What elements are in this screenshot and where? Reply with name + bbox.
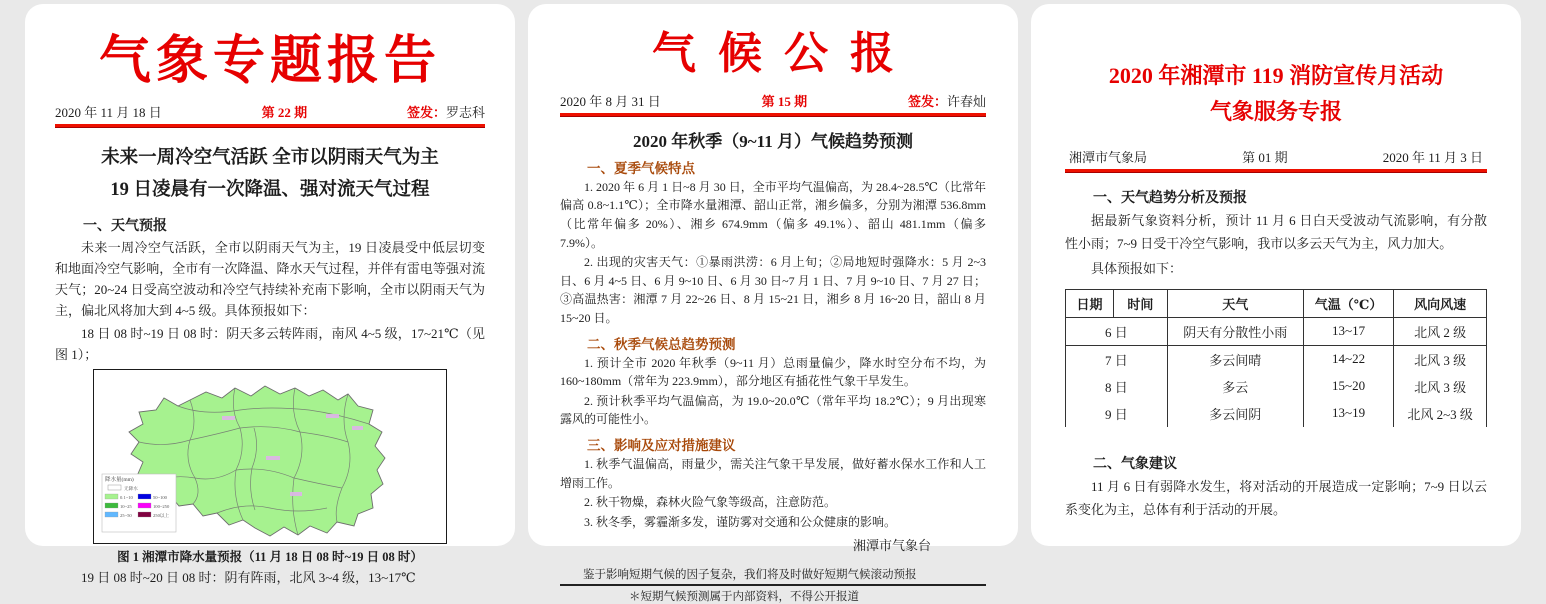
doc2-s1-paragraph-1: 1. 2020 年 6 月 1 日~8 月 30 日，全市平均气温偏高，为 28.4~28.5℃（比常年偏高 0.8~1.1℃）；全市降水量湘潭、韶山正常，湘乡偏多，分别为湘潭 536.8mm（比常年偏多 20%）、湘乡 674.9mm（偏多 49.1%）、韶山 481.1mm（偏多 7.9%）。 xyxy=(560,179,986,250)
cell-wind: 北风 3 级 xyxy=(1394,373,1487,400)
doc1-signer xyxy=(407,102,485,121)
doc2-s3-paragraph-1: 1. 秋季气温偏高，雨量少，需关注气象干旱发展，做好蓄水保水工作和人工增雨工作。 xyxy=(560,456,986,490)
cell-wind: 北风 2~3 级 xyxy=(1394,400,1487,427)
cell-date: 9 日 xyxy=(1066,400,1168,427)
doc2-s2-paragraph-2: 2. 预计秋季平均气温偏高，为 19.0~20.0℃（常年平均 18.2℃）；9 月出现寒露风的可能性小。 xyxy=(560,393,986,427)
col-header-weather: 天气 xyxy=(1167,289,1303,317)
doc1-date: 2020 年 11 月 18 日 xyxy=(55,104,162,120)
cell-temp: 15~20 xyxy=(1303,373,1393,400)
doc3-red-divider xyxy=(1065,169,1487,173)
doc1-sign-label: 签发： xyxy=(406,104,446,120)
doc2-sign-name: 许春灿 xyxy=(946,93,986,109)
doc2-s1-paragraph-2: 2. 出现的灾害天气：①暴雨洪涝：6 月上旬；②局地短时强降水：5 月 2~3 日、6 月 4~5 日、6 月 9~10 日、6 月 30 日~7 月 1 日、7 月 9~10 日、7 月 27 日；③高温热害：湘潭 7 月 22~26 日、8 月 15~21 日，湘乡 8 月 16~20 日，韶山 8 月 15~20 日。 xyxy=(560,255,986,325)
doc2-section1-title: 一、夏季气候特点 xyxy=(587,160,695,176)
col-header-time: 时间 xyxy=(1114,289,1168,317)
cell-temp: 13~19 xyxy=(1303,400,1393,427)
legend-swatch-1 xyxy=(105,494,118,499)
doc3-forecast-table xyxy=(1065,289,1487,427)
doc2-footer-line2: ＊短期气候预测属于内部资料，不得公开报道 xyxy=(629,591,859,604)
legend-label-0: 无降水 xyxy=(124,485,138,491)
doc2-footer xyxy=(560,566,986,604)
col-header-temp: 气温（℃） xyxy=(1303,289,1393,317)
legend-label-5: 100~250 xyxy=(153,503,170,509)
legend-swatch-0 xyxy=(108,485,121,490)
legend-label-6: 250以上 xyxy=(153,512,170,518)
legend-swatch-6 xyxy=(138,512,151,517)
precipitation-map xyxy=(94,370,443,538)
doc1-masthead-title: 气象专题报告 xyxy=(98,33,441,90)
doc2-masthead-title: 气候公报 xyxy=(652,29,916,78)
legend-swatch-3 xyxy=(105,512,118,517)
doc3-paragraph-lead-in: 具体预报如下： xyxy=(1091,261,1183,277)
cell-wind: 北风 2 级 xyxy=(1394,317,1487,345)
cell-temp: 14~22 xyxy=(1303,345,1393,373)
col-header-date: 日期 xyxy=(1066,289,1114,317)
cell-temp: 13~17 xyxy=(1303,317,1393,345)
doc3-date: 2020 年 11 月 3 日 xyxy=(1382,149,1483,165)
cell-weather: 多云 xyxy=(1167,373,1303,400)
map-legend-title: 降水量(mm) xyxy=(105,476,134,483)
doc2-issue-number: 第 15 期 xyxy=(761,93,808,109)
legend-label-1: 0.1~10 xyxy=(120,494,133,500)
doc3-issue-number: 第 01 期 xyxy=(1242,149,1288,165)
doc2-section2-title: 二、秋季气候总趋势预测 xyxy=(587,336,736,352)
doc1-sign-name: 罗志科 xyxy=(445,104,485,120)
cell-weather: 多云间晴 xyxy=(1167,345,1303,373)
table-row xyxy=(1066,317,1487,345)
doc2-footer-divider xyxy=(560,584,986,586)
table-row xyxy=(1066,345,1487,373)
table-row xyxy=(1066,373,1487,400)
doc2-headline: 2020 年秋季（9~11 月）气候趋势预测 xyxy=(633,131,913,151)
cell-date: 6 日 xyxy=(1066,317,1168,345)
doc2-red-divider xyxy=(560,113,986,117)
doc3-section1-title: 一、天气趋势分析及预报 xyxy=(1093,190,1247,206)
doc1-meta-row xyxy=(55,102,485,121)
doc3-title-line2: 气象服务专报 xyxy=(1209,99,1342,125)
doc3-meta-row xyxy=(1065,147,1487,166)
doc2-meta-row xyxy=(560,91,986,110)
doc1-paragraph-forecast: 未来一周冷空气活跃，全市以阴雨天气为主，19 日凌晨受中低层切变和地面冷空气影响，全市有一次降温、降水天气过程，并伴有雷电等强对流天气；20~24 日受高空波动和冷空气持续补充南下影响，全市以阴雨天气为主，偏北风将加大到 4~5 级。具体预报如下： xyxy=(55,239,485,318)
cell-date: 7 日 xyxy=(1066,345,1168,373)
doc-weather-special-report xyxy=(25,4,515,585)
doc1-headline xyxy=(55,142,485,207)
legend-swatch-5 xyxy=(138,503,151,508)
table-row xyxy=(1066,400,1487,427)
doc1-figure-box xyxy=(93,369,447,544)
cell-weather: 阴天有分散性小雨 xyxy=(1167,317,1303,345)
cell-date: 8 日 xyxy=(1066,373,1168,400)
doc1-section1-title: 一、天气预报 xyxy=(83,218,167,234)
doc-climate-bulletin xyxy=(528,4,1018,604)
doc1-issue-number: 第 22 期 xyxy=(261,104,308,120)
doc2-signer xyxy=(908,91,986,110)
doc3-title xyxy=(1065,58,1487,131)
legend-swatch-4 xyxy=(138,494,151,499)
doc1-paragraph-day2: 19 日 08 时~20 日 08 时：阴有阵雨，北风 3~4 级，13~17℃ xyxy=(81,569,416,585)
doc2-s3-paragraph-3: 3. 秋冬季，雾霾渐多发，谨防雾对交通和公众健康的影响。 xyxy=(584,514,897,529)
doc3-section2-title: 二、气象建议 xyxy=(1093,456,1177,472)
doc1-headline-line2: 19 日凌晨有一次降温、强对流天气过程 xyxy=(110,180,430,201)
col-header-wind: 风向风速 xyxy=(1394,289,1487,317)
doc3-paragraph-analysis: 据最新气象资料分析，预计 11 月 6 日白天受波动气流影响，有分散性小雨；7~9 日受干冷空气影响，我市以多云天气为主，风力加大。 xyxy=(1065,212,1487,251)
doc1-headline-line1: 未来一周冷空气活跃 全市以阴雨天气为主 xyxy=(101,147,439,168)
legend-swatch-2 xyxy=(105,503,118,508)
doc2-date: 2020 年 8 月 31 日 xyxy=(560,93,661,109)
map-legend xyxy=(102,474,176,532)
doc3-org: 湘潭市气象局 xyxy=(1069,149,1148,165)
legend-label-3: 25~50 xyxy=(120,512,132,518)
doc2-sign-label: 签发： xyxy=(907,93,947,109)
legend-label-2: 10~25 xyxy=(120,503,132,509)
doc2-s3-paragraph-2: 2. 秋干物燥，森林火险气象等级高，注意防范。 xyxy=(584,495,837,510)
legend-label-4: 50~100 xyxy=(153,494,167,500)
doc1-figure-caption: 图 1 湘潭市降水量预报（11 月 18 日 08 时~19 日 08 时） xyxy=(117,549,423,564)
cell-weather: 多云间阴 xyxy=(1167,400,1303,427)
doc1-red-divider xyxy=(55,124,485,128)
doc2-section3-title: 三、影响及应对措施建议 xyxy=(587,437,736,453)
doc3-paragraph-advice: 11 月 6 日有弱降水发生，将对活动的开展造成一定影响；7~9 日以云系变化为主，总体有利于活动的开展。 xyxy=(1065,478,1487,518)
cell-wind: 北风 3 级 xyxy=(1394,345,1487,373)
doc-fire-awareness-bulletin xyxy=(1031,4,1521,546)
doc2-signature: 湘潭市气象台 xyxy=(852,538,931,554)
doc1-paragraph-day1: 18 日 08 时~19 日 08 时：阴天多云转阵雨，南风 4~5 级，17~21℃（见图 1）； xyxy=(55,325,485,362)
doc2-s2-paragraph-1: 1. 预计全市 2020 年秋季（9~11 月）总雨量偏少，降水时空分布不均，为 160~180mm（常年为 223.9mm），部分地区有插花性气象干旱发生。 xyxy=(560,355,986,389)
doc2-footer-line1: 鉴于影响短期气候的因子复杂，我们将及时做好短期气候滚动预报 xyxy=(583,569,917,582)
doc3-title-line1: 2020 年湘潭市 119 消防宣传月活动 xyxy=(1108,63,1444,88)
table-header-row xyxy=(1066,289,1487,317)
